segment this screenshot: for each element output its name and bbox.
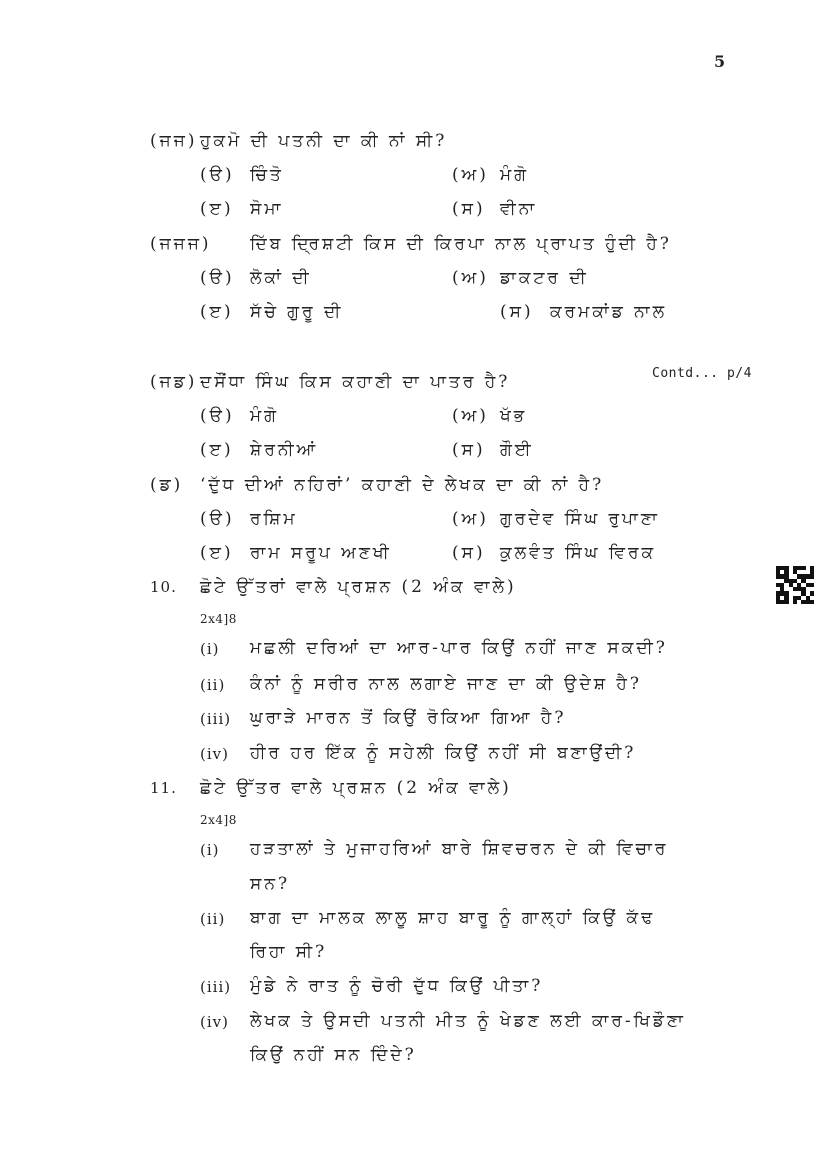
- option-key: (ੳ): [200, 268, 235, 288]
- option-text: ਲੋਕਾਂ ਦੀ: [250, 268, 312, 288]
- item-text: ਮੁੰਡੇ ਨੇ ਰਾਤ ਨੂੰ ਚੋਰੀ ਦੁੱਧ ਕਿਉਂ ਪੀਤਾ?: [250, 976, 544, 996]
- option-key: (ਸ): [452, 440, 486, 460]
- option-key: (ੲ): [200, 302, 234, 322]
- option-key: (ੲ): [200, 543, 234, 563]
- section-title: ਛੋਟੇ ਉੱਤਰ ਵਾਲੇ ਪ੍ਰਸ਼ਨ (2 ਅੰਕ ਵਾਲੇ): [200, 778, 512, 798]
- option-text: ਸੋਮਾ: [250, 199, 284, 219]
- marks-code: 2x4]8: [200, 813, 237, 827]
- question-label: (ਜਜ): [150, 131, 198, 151]
- option-key: (ਅ): [452, 268, 489, 288]
- item-text: ਲੇਖਕ ਤੇ ਉਸਦੀ ਪਤਨੀ ਮੀਤ ਨੂੰ ਖੇਡਣ ਲਈ ਕਾਰ-ਖਿਡੌਣਾ: [250, 1011, 686, 1031]
- option-text: ਗੌਈ: [500, 440, 534, 460]
- option-key: (ਅ): [452, 406, 489, 426]
- question-label: (ਜਜਜ): [150, 234, 212, 254]
- qr-code: [776, 566, 814, 604]
- option-key: (ਸ): [452, 199, 486, 219]
- question-text: ਹੁਕਮੋ ਦੀ ਪਤਨੀ ਦਾ ਕੀ ਨਾਂ ਸੀ?: [200, 131, 448, 151]
- option-text: ਸ਼ੇਰਨੀਆਂ: [250, 440, 319, 460]
- page-number: 5: [714, 52, 726, 71]
- option-text: ਰਸ਼ਿਮ: [250, 509, 298, 529]
- section-title: ਛੋਟੇ ਉੱਤਰਾਂ ਵਾਲੇ ਪ੍ਰਸ਼ਨ (2 ਅੰਕ ਵਾਲੇ): [200, 577, 517, 597]
- option-text: ਕਰਮਕਾਂਡ ਨਾਲ: [550, 302, 668, 322]
- item-text: ਘੁਰਾੜੇ ਮਾਰਨ ਤੋਂ ਕਿਉਂ ਰੋਕਿਆ ਗਿਆ ਹੈ?: [250, 708, 567, 728]
- question-label: (ਜਡ): [150, 372, 198, 392]
- item-text: ਕੰਨਾਂ ਨੂੰ ਸਰੀਰ ਨਾਲ ਲਗਾਏ ਜਾਣ ਦਾ ਕੀ ਉਦੇਸ਼ ਹੈ?: [250, 674, 642, 694]
- option-key: (ੳ): [200, 406, 235, 426]
- item-text-continued: ਕਿਉਂ ਨਹੀਂ ਸਨ ਦਿੰਦੇ?: [250, 1045, 417, 1065]
- item-text-continued: ਰਿਹਾ ਸੀ?: [250, 942, 328, 962]
- option-key: (ੲ): [200, 440, 234, 460]
- item-key: (i): [200, 640, 220, 658]
- item-text: ਹੜਤਾਲਾਂ ਤੇ ਮੁਜਾਹਰਿਆਂ ਬਾਰੇ ਸ਼ਿਵਚਰਨ ਦੇ ਕੀ ਵਿਚਾਰ: [250, 839, 669, 859]
- item-text: ਬਾਗ ਦਾ ਮਾਲਕ ਲਾਲੂ ਸ਼ਾਹ ਬਾਰੂ ਨੂੰ ਗਾਲ੍ਹਾਂ ਕਿਉਂ ਕੱਢ: [250, 908, 656, 928]
- option-text: ਡਾਕਟਰ ਦੀ: [500, 268, 589, 288]
- item-key: (iv): [200, 1013, 229, 1031]
- question-text: ਦਿੱਬ ਦ੍ਰਿਸ਼ਟੀ ਕਿਸ ਦੀ ਕਿਰਪਾ ਨਾਲ ਪ੍ਰਾਪਤ ਹੁੰਦੀ ਹੈ?: [250, 234, 672, 254]
- item-key: (iii): [200, 978, 232, 996]
- item-key: (ii): [200, 910, 226, 928]
- question-text: ‘ਦੁੱਧ ਦੀਆਂ ਨਹਿਰਾਂ’ ਕਹਾਣੀ ਦੇ ਲੇਖਕ ਦਾ ਕੀ ਨਾਂ ਹੈ?: [200, 475, 605, 495]
- section-number: 10.: [150, 578, 177, 596]
- item-text: ਮਛਲੀ ਦਰਿਆਂ ਦਾ ਆਰ-ਪਾਰ ਕਿਉਂ ਨਹੀਂ ਜਾਣ ਸਕਦੀ?: [250, 638, 668, 658]
- question-label: (ਡ): [150, 475, 184, 495]
- option-text: ਵੀਨਾ: [500, 199, 538, 219]
- option-text: ਸੱਚੇ ਗੁਰੂ ਦੀ: [250, 302, 344, 322]
- option-text: ਮੰਗੋ: [250, 406, 280, 426]
- option-key: (ਸ): [500, 302, 534, 322]
- section-number: 11.: [150, 779, 177, 797]
- item-text: ਹੀਰ ਹਰ ਇੱਕ ਨੂੰ ਸਹੇਲੀ ਕਿਉਂ ਨਹੀਂ ਸੀ ਬਣਾਉਂਦੀ?: [250, 743, 637, 763]
- option-key: (ੳ): [200, 509, 235, 529]
- continued-note: Contd... p/4: [652, 366, 752, 381]
- option-text: ਰਾਮ ਸਰੂਪ ਅਣਖੀ: [250, 543, 392, 563]
- option-key: (ੲ): [200, 199, 234, 219]
- marks-code: 2x4]8: [200, 612, 237, 626]
- option-key: (ਸ): [452, 543, 486, 563]
- item-key: (iv): [200, 745, 229, 763]
- option-text: ਚਿੰਤੋ: [250, 165, 284, 185]
- option-text: ਖੱਭ: [500, 406, 528, 426]
- option-key: (ੳ): [200, 165, 235, 185]
- option-key: (ਅ): [452, 509, 489, 529]
- option-text: ਕੁਲਵੰਤ ਸਿੰਘ ਵਿਰਕ: [500, 543, 657, 563]
- option-key: (ਅ): [452, 165, 489, 185]
- item-key: (i): [200, 841, 220, 859]
- item-key: (ii): [200, 676, 226, 694]
- question-text: ਦਸੌਂਧਾ ਸਿੰਘ ਕਿਸ ਕਹਾਣੀ ਦਾ ਪਾਤਰ ਹੈ?: [200, 372, 511, 392]
- option-text: ਮੰਗੋ: [500, 165, 530, 185]
- item-key: (iii): [200, 710, 232, 728]
- item-text-continued: ਸਨ?: [250, 874, 291, 894]
- option-text: ਗੁਰਦੇਵ ਸਿੰਘ ਰੁਪਾਣਾ: [500, 509, 660, 529]
